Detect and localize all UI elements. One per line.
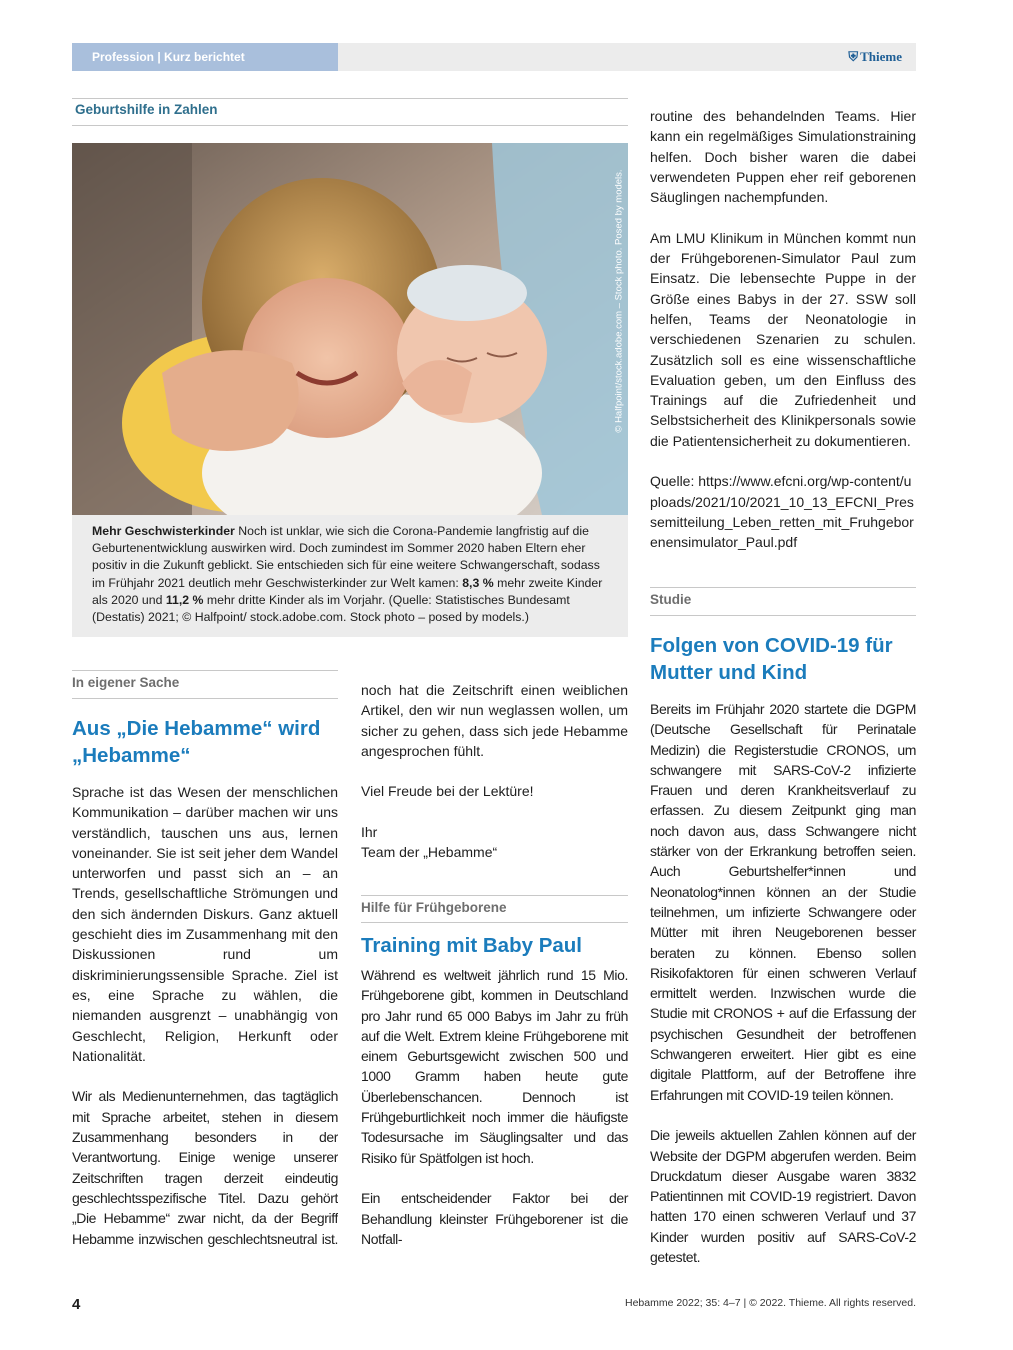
article-body — [650, 699, 916, 1267]
signature-line: Ihr — [361, 824, 378, 841]
siblings-photo — [72, 143, 628, 515]
caption-value: 11,2 % — [165, 592, 204, 607]
paragraph: Bereits im Frühjahr 2020 startete die DGPM (Deutsche Gesellschaft für Perinatale Medizin) die Registerstudie CRONOS, um schwangere mit SARS-CoV-2 infizierte Frauen und deren Krankheitsverlauf zu erfassen. Zu diesem Zeitpunkt ging man noch davon aus, dass Schwangere nicht stärker von der Erkrankung betroffen seien. Auch Geburtshelfer*innen und Neonatolog*innen können an der Studie teilnehmen, um infizierte Schwangere oder Mütter mit ihren Neugeborenen besser beraten zu können. Ebenso sollen Risikofaktoren für einen schweren Verlauf ermittelt werden. Inzwischen wurde die Studie mit CRONOS + auf die Erfassung der psychischen Gesundheit der betroffenen Schwangeren erweitert. Hier gibt es eine digitale Plattform, auf der Betroffene ihre Erfahrungen mit COVID-19 teilen können. — [650, 701, 916, 1103]
article-body — [361, 965, 628, 1249]
article-kicker: In eigener Sache — [72, 675, 180, 690]
article-headline: Aus „Die Hebamme“ wird „Hebamme“ — [72, 717, 321, 767]
article-headline: Folgen von COVID-19 für Mutter und Kind — [650, 634, 893, 684]
caption-title: Mehr Geschwisterkinder — [92, 524, 235, 538]
section-header: Profession | Kurz berichtet — [72, 43, 338, 71]
paragraph: routine des behandelnden Teams. Hier kann ein regelmäßiges Simulationstraining helfen. Doch bisher waren die dabei verwendeten Puppen eher reif geborenen Säuglingen nachempfunden. — [650, 108, 916, 206]
paragraph: Sprache ist das Wesen der menschlichen Kommunikation – darüber machen wir uns verständlich, tauschen uns aus, lernen voneinander. Sie ist seit jeher dem Wandel unterworfen und passt sich an – an Trends, gesellschaftliche Strömungen und den sich ändernden Diskurs. Ganz aktuell geschieht dies im Zusammenhang mit den Diskussionen rund um diskriminierungssensible Sprache. Ziel ist es, eine Sprache zu wählen, die niemanden ausgrenzt – unabhängig von Geschlecht, Religion, Herkunft oder Nationalität. — [72, 784, 338, 1064]
paragraph: Während es weltweit jährlich rund 15 Mio. Frühgeborene gibt, kommen in Deutschland pro Jahr rund 65 000 Babys im Jahr zu früh auf die Welt. Extrem kleine Frühgeborene mit einem Geburtsgewicht zwischen 500 und 1000 Gramm haben heute gute Überlebenschancen. Dennoch ist Frühgeburtlichkeit noch immer die häufigste Todesursache im Säuglingsalter und das Risiko für Spätfolgen ist hoch. — [361, 967, 628, 1166]
article-body-continued — [650, 106, 916, 553]
divider — [650, 615, 916, 616]
article-headline: Training mit Baby Paul — [361, 934, 582, 957]
article-body — [72, 782, 338, 1248]
signature — [361, 822, 628, 863]
caption-text: mehr dritte Kinder als im Vorjahr. (Quelle: Statistisches Bundesamt (Destatis) 2021; © Halfpoint/ stock.adobe.com. Stock photo – posed by models.) — [92, 592, 570, 625]
divider — [72, 125, 628, 126]
paragraph: noch hat die Zeitschrift einen weiblichen Artikel, den wir nun weglassen wollen, um sicher zu gehen, dass sich jede Hebamme angesprochen fühlt. — [361, 682, 628, 759]
article-kicker: Hilfe für Frühgeborene — [361, 900, 507, 915]
citation-footer: Hebamme 2022; 35: 4–7 | © 2022. Thieme. All rights reserved. — [624, 1297, 916, 1309]
page-number: 4 — [72, 1296, 81, 1313]
publisher-logo[interactable] — [848, 43, 902, 71]
thieme-shield-icon: ⛨ — [848, 49, 859, 64]
section-kicker: Geburtshilfe in Zahlen — [75, 102, 218, 117]
caption-value: 8,3 % — [462, 575, 494, 590]
signature-line: Team der „Hebamme“ — [361, 844, 498, 861]
divider — [72, 698, 338, 699]
caption-text: mehr zweite Kinder als 2020 und — [92, 575, 603, 607]
logo-text: Thieme — [860, 49, 902, 64]
header-bar — [338, 43, 916, 71]
paragraph: Am LMU Klinikum in München kommt nun der Frühgeborenen-Simulator Paul zum Einsatz. Die lebensechte Puppe in der Größe eines Babys in der 27. SSW soll helfen, Teams der Neonatologie in verschiedenen Szenarien zu schulen. Zusätzlich soll es eine wissenschaftliche Evaluation geben, um den Einfluss des Trainings auf die Zufriedenheit und Selbstsicherheit des Klinikpersonals sowie die Patientensicherheit zu dokumentieren. — [650, 229, 916, 449]
paragraph: Ein entscheidender Faktor bei der Behandlung kleinster Frühgeborener ist die Notfall- — [361, 1190, 628, 1247]
divider — [361, 922, 628, 923]
paragraph: Viel Freude bei der Lektüre! — [361, 783, 534, 800]
paragraph: Wir als Medienunternehmen, das tagtäglich mit Sprache arbeitet, stehen in diesem Zusammenhang besonders in der Verantwortung. Einige wenige unserer Zeitschriften tragen derzeit eindeutig geschlechtsspezifische Titel. Dazu gehört „Die Hebamme“ zwar nicht, da der Begriff Hebamme inzwischen geschlechtsneutral ist. — [72, 1088, 338, 1247]
photo-credit: © Halfpoint/stock.adobe.com – Stock photo. Posed by models. — [613, 169, 625, 433]
photo-caption — [72, 515, 628, 637]
caption-text: Noch ist unklar, wie sich die Corona-Pandemie langfristig auf die Geburtenentwicklung auswirken wird. Doch zumindest im Sommer 2020 haben Eltern eher positiv in die Zukunft geblickt. Sie entschieden sich für eine weitere Schwangerschaft, sodass im Frühjahr 2021 deutlich mehr Geschwisterkinder zur Welt kamen: — [92, 524, 600, 590]
divider — [650, 587, 916, 588]
article-kicker: Studie — [650, 592, 692, 607]
divider — [361, 895, 628, 896]
divider — [72, 98, 628, 99]
divider — [72, 670, 338, 671]
source-link[interactable]: Quelle: https://www.efcni.org/wp-content/uploads/2021/10/2021_10_13_EFCNI_Pressemitteilung_Leben_retten_mit_Fruhgeborenensimulator_Paul.pdf — [650, 473, 914, 551]
paragraph: Die jeweils aktuellen Zahlen können auf der Website der DGPM abgerufen werden. Beim Druckdatum dieser Ausgabe waren 3832 Patientinnen mit COVID-19 registriert. Davon hatten 170 einen schweren Verlauf und 37 Kinder wurden positiv auf SARS-CoV-2 getestet. — [650, 1127, 916, 1266]
photo-illustration — [72, 143, 628, 515]
article-body-continued — [361, 680, 628, 863]
